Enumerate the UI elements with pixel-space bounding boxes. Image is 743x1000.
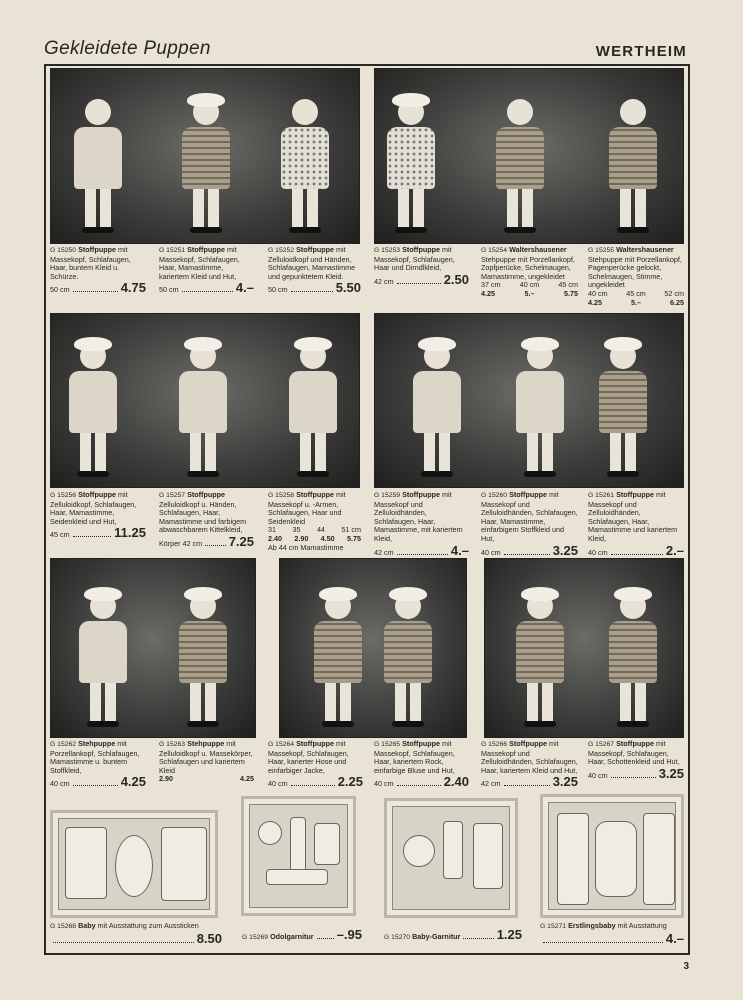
product-caption: G 15262 Stehpuppe mit Porzellankopf, Schlafaugen, Mamastimme u. buntem Stoffkleid, 40 cm 4.25	[50, 739, 146, 790]
doll-figure	[74, 99, 122, 233]
product-caption: G 15267 Stoffpuppe mit Massekopf, Schlafaugen, Haar, Schottenkleid und Hut, 40 cm 3.25	[588, 739, 684, 781]
doll-figure	[516, 593, 564, 727]
product-caption: G 15261 Stoffpuppe mit Massekopf und Zelluloidhänden, Schlafaugen, Haar, Mamastimme und kariertem Kleid, 40 cm 2.–	[588, 490, 684, 558]
doll-figure	[69, 343, 117, 477]
product-photo-row1-left	[50, 68, 360, 244]
product-caption: G 15260 Stoffpuppe mit Massekopf und Zelluloidhänden, Schlafaugen, Haar, Mamastimme, einfarbigem Stoffkleid und Hut, 40 cm 3.25	[481, 490, 578, 558]
product-caption: G 15268 Baby mit Ausstattung zum Aussticken 8.50	[50, 921, 222, 946]
product-caption: G 15253 Stoffpuppe mit Massekopf, Schlafaugen, Haar und Dirndlkleid, 42 cm 2.50	[374, 245, 469, 287]
product-caption: G 15251 Stoffpuppe mit Massekopf, Schlafaugen, Haar, Mamastimme, kariertem Kleid und Hut, 50 cm 4.–	[159, 245, 254, 296]
doll-figure	[496, 99, 544, 233]
product-photo-row3-left	[50, 558, 256, 738]
product-photo-row3-right	[484, 558, 684, 738]
product-caption: G 15263 Stehpuppe mit Zelluloidkopf u. Massekörper, Schlafaugen und kariertem Kleid 2.90 4.25	[159, 739, 254, 784]
product-caption: G 15255 Waltershausener Stehpuppe mit Porzellankopf, Pagenperücke gelockt, Schelmaugen, Stimme, ungekleidet 40 cm 45 cm 52 cm 4.25 5.– 6.25	[588, 245, 684, 307]
product-caption: G 15250 Stoffpuppe mit Massekopf, Schlafaugen, Haar, buntem Kleid u. Schürze. 50 cm 4.75	[50, 245, 146, 296]
doll-figure	[179, 343, 227, 477]
doll-figure	[314, 593, 362, 727]
doll-figure	[79, 593, 127, 727]
product-caption: G 15265 Stoffpuppe mit Massekopf, Schlafaugen, Haar, kariertem Rock, einfarbige Bluse und Hut, 40 cm 2.40	[374, 739, 469, 790]
product-caption: G 15254 Waltershausener Stehpuppe mit Porzellankopf, Zopfperücke, Schelmaugen, Mamastimme, ungekleidet 37 cm 40 cm 45 cm 4.25 5.– 5.75	[481, 245, 578, 298]
page-title: Gekleidete Puppen	[44, 38, 211, 59]
product-caption: G 15258 Stoffpuppe mit Massekopf u. -Armen, Schlafaugen, Haar und Seidenkleid 31 35 44 51 cm 2.40 2.90 4.50 5.75 Ab 44 cm Mamastimme	[268, 490, 361, 552]
brand-name: WERTHEIM	[595, 43, 687, 60]
product-caption: G 15259 Stoffpuppe mit Massekopf und Zelluloidhänden, Schlafaugen, Haar, Mamastimme, mit kariertem Kleid, 42 cm 4.–	[374, 490, 469, 558]
gift-box-photo	[540, 794, 684, 918]
product-caption: G 15270 Baby-Garnitur 1.25	[384, 927, 522, 942]
product-photo-row3-center	[279, 558, 467, 738]
product-caption: G 15264 Stoffpuppe mit Massekopf, Schlafaugen, Haar, karierter Hose und einfarbiger Jacke, 40 cm 2.25	[268, 739, 363, 790]
product-caption: G 15256 Stoffpuppe mit Zelluloidkopf, Schlafaugen, Haar, Mamastimme, Seidenkleid und Hut, 45 cm 11.25	[50, 490, 146, 541]
gift-box-photo	[384, 798, 518, 918]
doll-figure	[413, 343, 461, 477]
gift-box-photo	[241, 796, 356, 916]
gift-box-photo	[50, 810, 218, 918]
doll-figure	[281, 99, 329, 233]
product-caption: G 15257 Stoffpuppe Zelluloidkopf u. Händen, Schlafaugen, Haar, Mamastimme und farbigem abwaschbarem Kittelkleid, Körper 42 cm 7.25	[159, 490, 254, 549]
doll-figure	[387, 99, 435, 233]
doll-figure	[516, 343, 564, 477]
doll-figure	[179, 593, 227, 727]
doll-figure	[599, 343, 647, 477]
product-caption: G 15269 Odolgarnitur –.95	[242, 927, 362, 942]
product-photo-row2-right	[374, 313, 684, 488]
page-number: 3	[683, 961, 689, 972]
product-photo-row1-right	[374, 68, 684, 244]
doll-figure	[182, 99, 230, 233]
product-caption: G 15266 Stoffpuppe mit Massekopf und Zelluloidhänden, Schlafaugen, Haar, kariertem Kleid und Hut, 42 cm 3.25	[481, 739, 578, 790]
doll-figure	[609, 99, 657, 233]
product-caption: G 15271 Erstlingsbaby mit Ausstattung 4.–	[540, 921, 684, 946]
doll-figure	[609, 593, 657, 727]
doll-figure	[289, 343, 337, 477]
doll-figure	[384, 593, 432, 727]
product-photo-row2-left	[50, 313, 360, 488]
product-caption: G 15252 Stoffpuppe mit Zelluloidkopf und Händen, Schlafaugen, Mamastimme und gepunktetem Kleid. 50 cm 5.50	[268, 245, 361, 296]
